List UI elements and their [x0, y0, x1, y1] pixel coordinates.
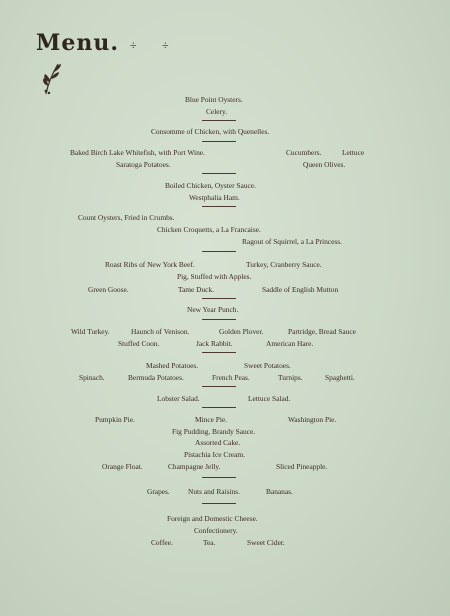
menu-item: Celery. — [206, 107, 228, 116]
menu-item: French Peas. — [212, 373, 250, 382]
menu-item: Partridge, Bread Sauce — [288, 327, 356, 336]
menu-item: Golden Plover. — [219, 327, 264, 336]
menu-title: Menu. — [36, 30, 119, 56]
menu-item: Saratoga Potatoes. — [116, 160, 171, 169]
course-divider — [202, 298, 236, 299]
course-divider — [202, 251, 236, 252]
menu-item: Haunch of Venison. — [131, 327, 190, 336]
menu-item: Tame Duck. — [178, 285, 215, 294]
menu-item: Spinach. — [79, 373, 105, 382]
menu-item: Orange Float. — [102, 462, 143, 471]
menu-item: Coffee. — [151, 538, 173, 547]
course-divider — [202, 173, 236, 174]
menu-item: Washington Pie. — [288, 415, 337, 424]
menu-item: Spaghetti. — [325, 373, 355, 382]
course-divider — [202, 386, 236, 387]
menu-item: Turkey, Cranberry Sauce. — [246, 260, 322, 269]
menu-item: Champagne Jelly. — [168, 462, 221, 471]
course-divider — [202, 319, 236, 320]
menu-item: Cucumbers. — [286, 148, 322, 157]
menu-item: Lettuce Salad. — [248, 394, 291, 403]
menu-item: Saddle of English Mutton — [262, 285, 339, 294]
course-divider — [202, 352, 236, 353]
menu-item: Turnips. — [278, 373, 303, 382]
menu-item: Bermuda Potatoes. — [128, 373, 184, 382]
menu-item: Confectionery. — [194, 526, 238, 535]
menu-item: Wild Turkey. — [71, 327, 110, 336]
menu-item: American Hare. — [266, 339, 314, 348]
menu-item: Sweet Potatoes. — [244, 361, 291, 370]
course-divider — [202, 477, 236, 478]
menu-item: Pig, Stuffed with Apples. — [177, 272, 252, 281]
menu-item: Consomme of Chicken, with Quenelles. — [151, 127, 270, 136]
menu-item: Pistachia Ice Cream. — [184, 450, 245, 459]
menu-item: Queen Olives. — [303, 160, 346, 169]
ornament-2: ÷ — [162, 38, 169, 52]
menu-item: Lettuce — [342, 148, 365, 157]
course-divider — [202, 206, 236, 207]
menu-item: Westphalia Ham. — [189, 193, 240, 202]
menu-item: Boiled Chicken, Oyster Sauce. — [165, 181, 256, 190]
menu-item: Grapes. — [147, 487, 170, 496]
menu-item: New Year Punch. — [187, 305, 239, 314]
course-divider — [202, 503, 236, 504]
menu-item: Assorted Cake. — [195, 438, 241, 447]
menu-item: Chicken Croquetts, a La Francaise. — [157, 225, 261, 234]
holly-sprig-icon — [40, 60, 64, 96]
menu-item: Mince Pie. — [195, 415, 228, 424]
menu-item: Sliced Pineapple. — [276, 462, 328, 471]
menu-item: Sweet Cider. — [247, 538, 285, 547]
menu-item: Count Oysters, Fried in Crumbs. — [78, 213, 175, 222]
ornament-1: ÷ — [130, 38, 137, 52]
menu-item: Foreign and Domestic Cheese. — [167, 514, 258, 523]
menu-item: Baked Birch Lake Whitefish, with Port Wine. — [70, 148, 205, 157]
menu-item: Lobster Salad. — [157, 394, 200, 403]
menu-item: Blue Point Oysters. — [185, 95, 243, 104]
menu-item: Fig Pudding, Brandy Sauce. — [172, 427, 256, 436]
menu-item: Mashed Potatoes. — [146, 361, 199, 370]
menu-title-block — [36, 30, 119, 56]
menu-item: Tea. — [203, 538, 216, 547]
menu-item: Roast Ribs of New York Beef. — [105, 260, 195, 269]
menu-item: Ragout of Squirrel, a La Princess. — [242, 237, 342, 246]
course-divider — [202, 120, 236, 121]
menu-item: Nuts and Raisins. — [188, 487, 240, 496]
menu-item: Jack Rabbit. — [196, 339, 233, 348]
course-divider — [202, 407, 236, 408]
menu-item: Pumpkin Pie. — [95, 415, 135, 424]
menu-item: Bananas. — [266, 487, 293, 496]
course-divider — [202, 141, 236, 142]
menu-item: Stuffed Coon. — [118, 339, 160, 348]
menu-item: Green Goose. — [88, 285, 129, 294]
